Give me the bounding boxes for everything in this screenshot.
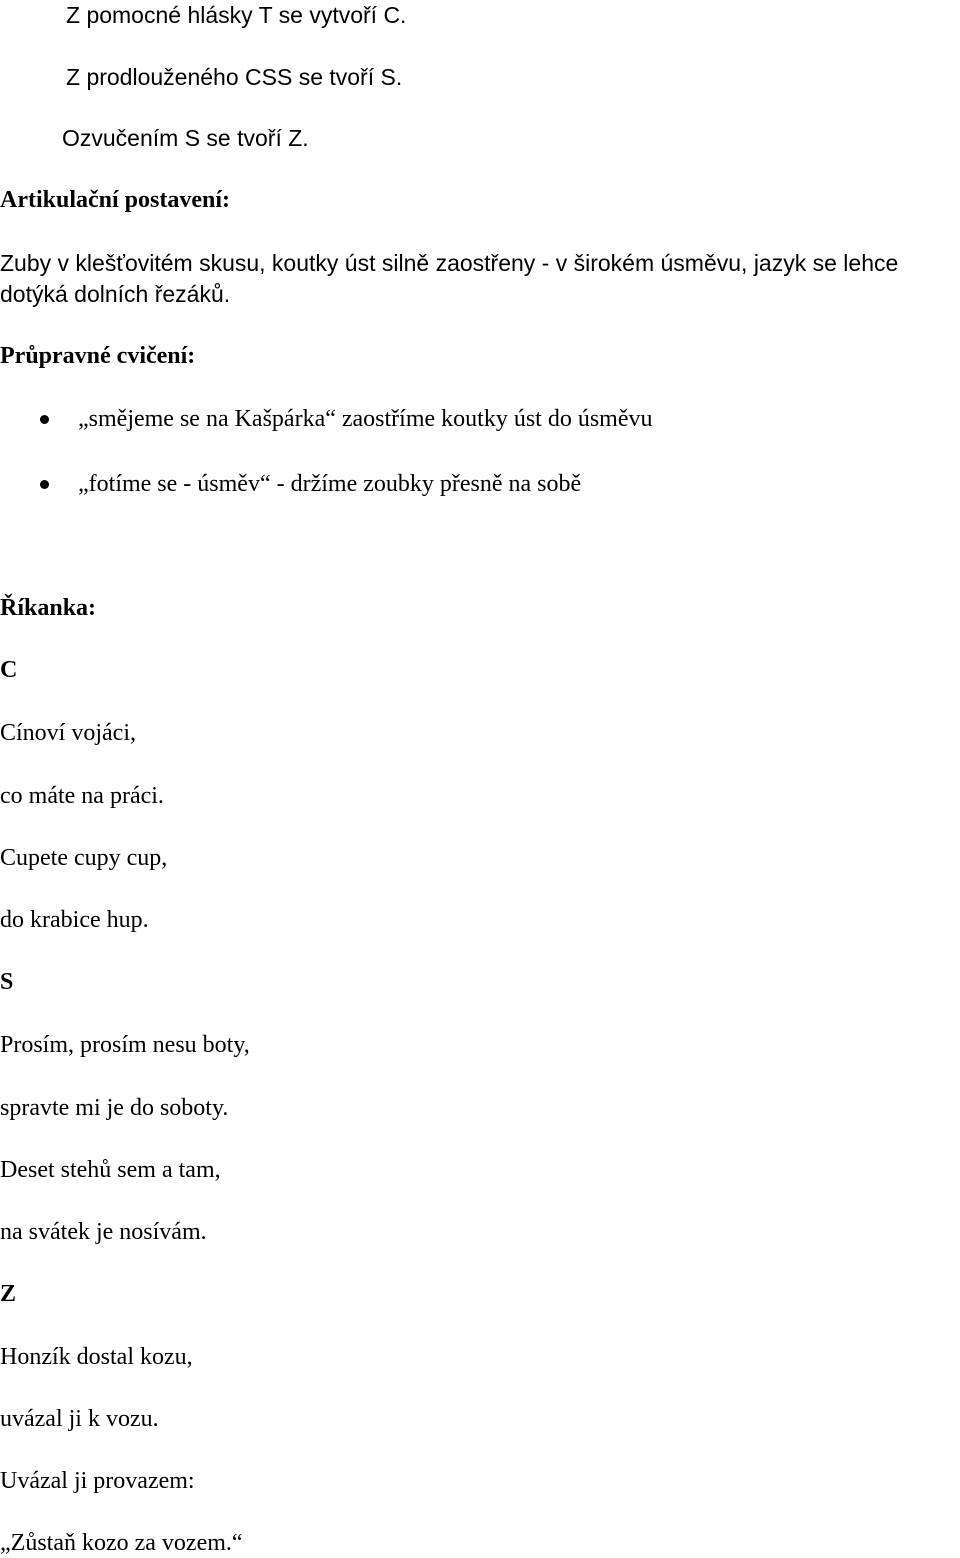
intro-line-3: Ozvučením S se tvoří Z. <box>62 125 309 151</box>
articulation-heading: Artikulační postavení: <box>0 187 231 213</box>
rhyme-line: Honzík dostal kozu, <box>0 1344 193 1370</box>
intro-line-1: Z pomocné hlásky T se vytvoří C. <box>66 2 407 28</box>
rhyme-line: na svátek je nosívám. <box>0 1219 207 1245</box>
bullet-icon <box>40 480 49 489</box>
bullet-icon <box>40 415 49 424</box>
exercises-heading: Průpravné cvičení: <box>0 343 196 369</box>
rhyme-line: co máte na práci. <box>0 783 164 809</box>
exercise-item-2: „fotíme se - úsměv“ - držíme zoubky přesně na sobě <box>78 471 582 497</box>
rhyme-letter-s: S <box>0 969 14 995</box>
rhyme-line: Deset stehů sem a tam, <box>0 1157 221 1183</box>
rhyme-line: „Zůstaň kozo za vozem.“ <box>0 1530 243 1556</box>
rhyme-letter-c: C <box>0 657 18 683</box>
rhyme-line: do krabice hup. <box>0 907 149 933</box>
exercise-item-1: „smějeme se na Kašpárka“ zaostříme koutky úst do úsměvu <box>78 406 653 432</box>
rhymes-heading: Říkanka: <box>0 595 97 621</box>
rhyme-line: Cupete cupy cup, <box>0 845 168 871</box>
intro-line-2: Z prodlouženého CSS se tvoří S. <box>66 64 403 90</box>
rhyme-line: Cínoví vojáci, <box>0 720 136 746</box>
rhyme-line: Uvázal ji provazem: <box>0 1468 195 1494</box>
articulation-text-line-2: dotýká dolních řezáků. <box>0 281 231 307</box>
rhyme-line: uvázal ji k vozu. <box>0 1406 159 1432</box>
rhyme-line: Prosím, prosím nesu boty, <box>0 1032 250 1058</box>
articulation-text-line-1: Zuby v klešťovitém skusu, koutky úst silně zaostřeny - v širokém úsměvu, jazyk se lehce <box>0 250 899 276</box>
rhyme-letter-z: Z <box>0 1281 17 1307</box>
rhyme-line: spravte mi je do soboty. <box>0 1095 229 1121</box>
